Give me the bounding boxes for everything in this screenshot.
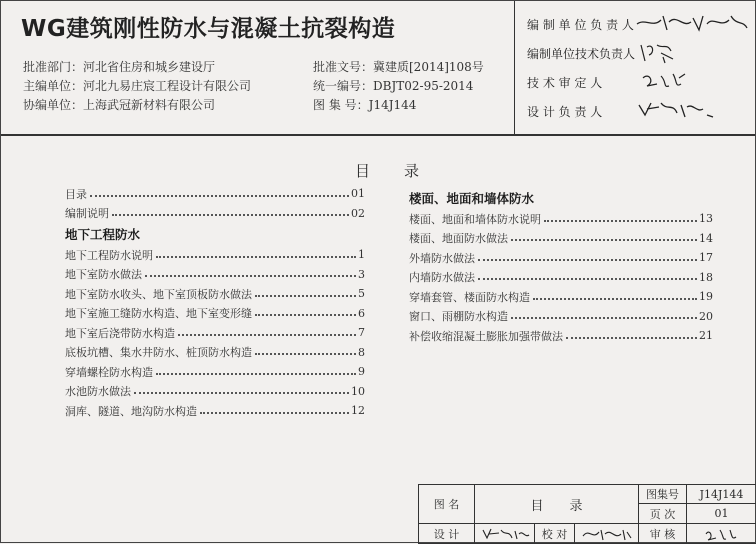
leader-dots	[511, 239, 697, 241]
leader-dots	[511, 317, 697, 319]
toc-entry-label: 内墙防水做法	[409, 271, 475, 285]
leader-dots	[544, 220, 697, 222]
toc-entry-page: 19	[699, 290, 713, 304]
toc-entry	[65, 323, 365, 343]
toc-entry	[409, 326, 713, 346]
handwritten-signature	[579, 526, 635, 542]
drawing-name: 目 录	[475, 485, 639, 524]
toc-entry-label: 地下工程防水说明	[65, 248, 153, 262]
toc-entry-page: 14	[699, 231, 713, 245]
toc-title: 目录	[355, 162, 454, 180]
toc-entry	[65, 204, 365, 224]
responsible-label: 编 制 单 位 负 责 人	[527, 18, 634, 32]
responsible-row	[527, 97, 752, 126]
document-numbers	[313, 58, 484, 115]
design-label: 设 计	[419, 524, 475, 544]
toc-entry-page: 1	[358, 248, 365, 262]
toc-entry-label: 地下室施工缝防水构造、地下室变形缝	[65, 307, 252, 321]
toc-entry-label: 补偿收缩混凝土膨胀加强带做法	[409, 329, 563, 343]
toc-entry-page: 01	[351, 187, 365, 201]
leader-dots	[145, 275, 356, 277]
toc-entry-label: 地下室防水收头、地下室顶板防水做法	[65, 287, 252, 301]
responsible-row	[527, 68, 752, 97]
chief-editor-unit: 主编单位：河北九易庄宸工程设计有限公司	[23, 79, 252, 93]
handwritten-signature	[633, 97, 751, 123]
handwritten-signature	[633, 39, 751, 65]
review-label: 审 核	[639, 524, 687, 544]
responsible-label: 设 计 负 责 人	[527, 105, 603, 119]
toc-entry-page: 12	[351, 404, 365, 418]
leader-dots	[156, 373, 356, 375]
toc-entry	[65, 184, 365, 204]
responsible-row	[527, 10, 752, 39]
responsible-persons	[527, 10, 752, 126]
toc-entry	[65, 362, 365, 382]
leader-dots	[255, 314, 356, 316]
toc-entry	[65, 401, 365, 421]
check-signature-cell	[575, 524, 639, 544]
responsible-row	[527, 39, 752, 68]
review-signature-cell	[687, 524, 756, 544]
toc-entry	[65, 343, 365, 363]
toc-entry	[409, 287, 713, 307]
toc-entry-page: 7	[358, 326, 365, 340]
toc-entry-label: 窗口、雨棚防水构造	[409, 310, 508, 324]
page-value: 01	[687, 504, 756, 524]
leader-dots	[255, 353, 356, 355]
check-label: 校 对	[535, 524, 575, 544]
leader-dots	[478, 259, 697, 261]
page-label: 页 次	[639, 504, 687, 524]
approval-number: 批准文号：冀建质[2014]108号	[313, 60, 484, 74]
toc-section-heading: 地下工程防水	[65, 227, 141, 242]
toc-entry	[65, 382, 365, 402]
header-left-panel	[1, 1, 515, 134]
leader-dots	[533, 298, 697, 300]
toc-entry-page: 18	[699, 270, 713, 284]
handwritten-signature	[633, 10, 751, 36]
drawing-name-label: 图 名	[419, 485, 475, 524]
toc-entry-label: 编制说明	[65, 207, 109, 221]
leader-dots	[178, 334, 356, 336]
toc-entry	[65, 284, 365, 304]
toc-entry-label: 穿墙螺栓防水构造	[65, 365, 153, 379]
toc-entry-page: 10	[351, 384, 365, 398]
toc-entry-label: 穿墙套管、楼面防水构造	[409, 290, 530, 304]
toc-entry-label: 地下室后浇带防水构造	[65, 326, 175, 340]
approval-department: 批准部门：河北省住房和城乡建设厅	[23, 60, 216, 74]
handwritten-signature	[702, 526, 742, 542]
toc-entry-page: 3	[358, 267, 365, 281]
toc-entry-page: 9	[358, 365, 365, 379]
leader-dots	[200, 412, 349, 414]
toc-entry	[409, 229, 713, 249]
atlas-no-label: 图集号	[639, 485, 687, 504]
leader-dots	[134, 392, 349, 394]
co-editor-unit: 协编单位：上海武冠新材料有限公司	[23, 98, 216, 112]
handwritten-signature	[479, 526, 531, 542]
toc-entry-label: 楼面、地面和墙体防水说明	[409, 212, 541, 226]
toc-entry-page: 20	[699, 309, 713, 323]
leader-dots	[255, 295, 356, 297]
responsible-label: 编制单位技术负责人	[527, 47, 636, 61]
atlas-no-value: J14J144	[687, 485, 756, 504]
toc-entry-page: 13	[699, 212, 713, 226]
design-signature-cell	[475, 524, 535, 544]
toc-entry	[409, 209, 713, 229]
toc-entry	[65, 265, 365, 285]
toc-entry-label: 地下室防水做法	[65, 268, 142, 282]
toc-entry-page: 8	[358, 345, 365, 359]
handwritten-signature	[633, 68, 751, 94]
leader-dots	[566, 337, 697, 339]
toc-entry-label: 底板坑槽、集水井防水、桩顶防水构造	[65, 346, 252, 360]
leader-dots	[112, 214, 349, 216]
leader-dots	[156, 256, 356, 258]
toc-entry-label: 洞库、隧道、地沟防水构造	[65, 404, 197, 418]
toc-entry-label: 楼面、地面防水做法	[409, 232, 508, 246]
toc-entry-page: 17	[699, 251, 713, 265]
toc-entry-label: 目录	[65, 187, 87, 201]
toc-entry	[65, 245, 365, 265]
toc-section-heading: 楼面、地面和墙体防水	[409, 191, 535, 206]
toc-entry-page: 02	[351, 206, 365, 220]
toc-entry	[409, 268, 713, 288]
toc-entry	[409, 248, 713, 268]
unified-number: 统一编号：DBJT02-95-2014	[313, 79, 474, 93]
toc-left-column	[65, 184, 365, 421]
toc-entry-page: 6	[358, 306, 365, 320]
title-block	[418, 484, 756, 544]
toc-entry-page: 5	[358, 287, 365, 301]
organization-info	[23, 58, 251, 115]
sheet-header	[1, 1, 755, 136]
responsible-label: 技 术 审 定 人	[527, 76, 603, 90]
toc-entry-label: 水池防水做法	[65, 385, 131, 399]
toc-entry	[65, 304, 365, 324]
toc-entry	[409, 307, 713, 327]
leader-dots	[478, 278, 697, 280]
leader-dots	[90, 195, 349, 197]
atlas-number: 图 集 号：J14J144	[313, 98, 417, 112]
atlas-title: WG建筑刚性防水与混凝土抗裂构造	[21, 16, 396, 42]
toc-entry-page: 21	[699, 329, 713, 343]
toc-entry-label: 外墙防水做法	[409, 251, 475, 265]
toc-right-column	[409, 187, 713, 346]
